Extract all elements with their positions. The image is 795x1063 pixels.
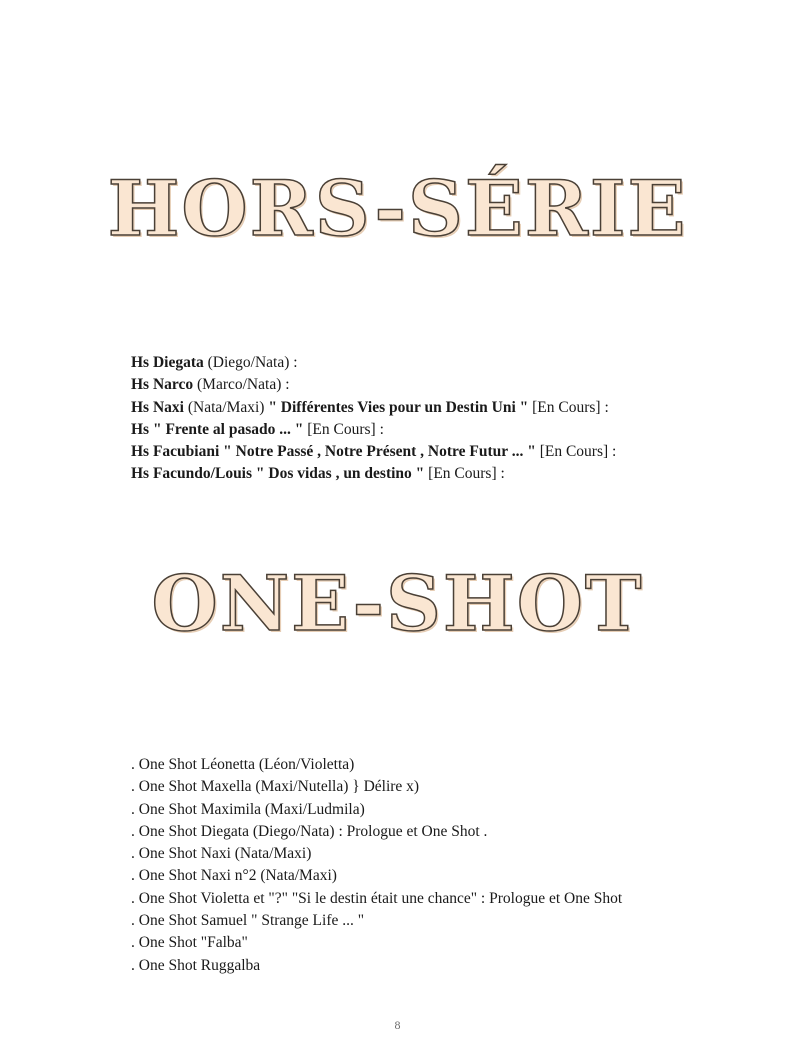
list-item: . One Shot Violetta et "?" "Si le destin était une chance" : Prologue et One Shot bbox=[131, 889, 623, 907]
list-item bbox=[131, 397, 751, 419]
entry-detail: (Marco/Nata) : bbox=[197, 376, 290, 394]
page-number: 8 bbox=[394, 1018, 401, 1032]
entry-title: Hs Diegata bbox=[131, 354, 208, 371]
entry-detail: (Diego/Nata) : bbox=[207, 354, 298, 371]
list-item: . One Shot Diegata (Diego/Nata) : Prologue et One Shot . bbox=[131, 822, 488, 840]
list-item: . One Shot Léonetta (Léon/Violetta) bbox=[131, 756, 355, 773]
entry-status: [En Cours] : bbox=[539, 443, 617, 461]
list-item: . One Shot Samuel " Strange Life ... " bbox=[131, 912, 365, 930]
list-item: . One Shot Naxi n°2 (Nata/Maxi) bbox=[131, 867, 337, 885]
list-item bbox=[131, 441, 751, 463]
entry-title: Hs Facundo/Louis " Dos vidas , un destino " bbox=[131, 465, 429, 483]
entry-title: Hs Narco bbox=[131, 376, 198, 394]
entry-status: [En Cours] : bbox=[532, 398, 609, 416]
section-heading-one-shot: ONE-SHOT bbox=[151, 559, 644, 648]
list-item: . One Shot Ruggalba bbox=[131, 956, 261, 974]
entry-title: Hs Naxi bbox=[131, 398, 188, 416]
entry-subtitle: " Différentes Vies pour un Destin Uni " bbox=[268, 398, 533, 416]
list-item: . One Shot "Falba" bbox=[131, 934, 248, 952]
one-shot-list bbox=[131, 754, 751, 977]
entry-status: [En Cours] : bbox=[307, 420, 384, 438]
list-item bbox=[131, 352, 751, 374]
entry-title: Hs Facubiani " Notre Passé , Notre Présent , Notre Futur ... " bbox=[131, 443, 540, 461]
section-heading-hors-serie: HORS-SÉRIE bbox=[107, 164, 688, 253]
list-item: . One Shot Naxi (Nata/Maxi) bbox=[131, 845, 312, 863]
list-item bbox=[131, 374, 751, 396]
entry-title: Hs " Frente al pasado ... " bbox=[131, 420, 308, 438]
list-item bbox=[131, 463, 751, 485]
entry-detail: (Nata/Maxi) bbox=[187, 398, 269, 416]
hors-serie-list bbox=[131, 352, 751, 486]
entry-status: [En Cours] : bbox=[428, 465, 505, 483]
list-item bbox=[131, 419, 751, 441]
list-item: . One Shot Maxella (Maxi/Nutella) } Délire x) bbox=[131, 778, 420, 796]
list-item: . One Shot Maximila (Maxi/Ludmila) bbox=[131, 800, 365, 818]
